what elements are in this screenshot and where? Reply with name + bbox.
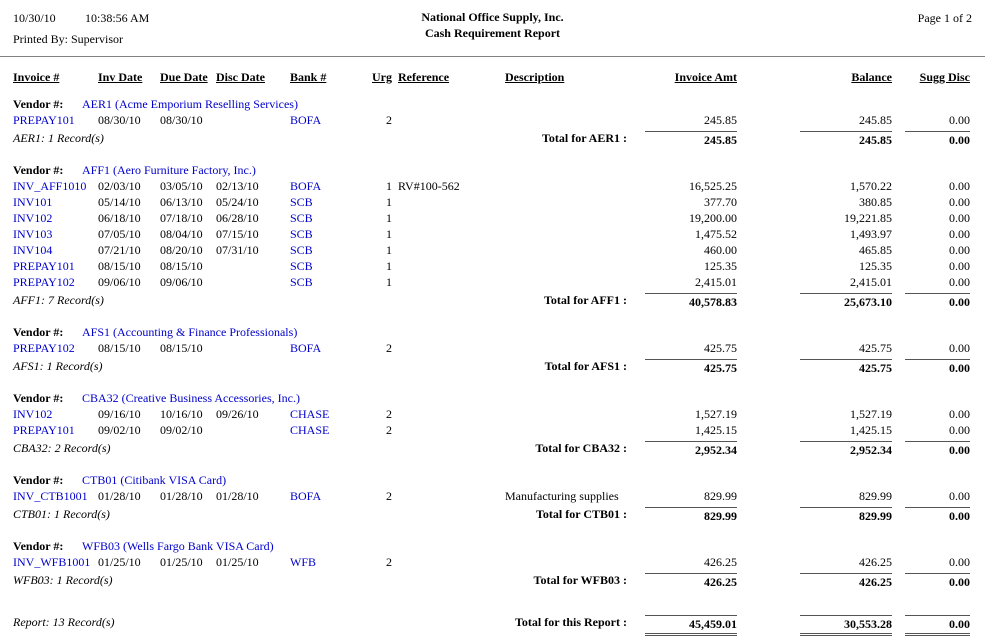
vendor-row: [0, 391, 985, 407]
report-title: Cash Requirement Report: [424, 26, 561, 40]
balance-amount: 19,221.85: [844, 211, 892, 225]
vendor-row: [0, 163, 985, 179]
record-count: AER1: 1 Record(s): [13, 131, 104, 145]
record-count: CTB01: 1 Record(s): [13, 507, 110, 521]
suggested-discount: 0.00: [949, 423, 970, 437]
bank-link[interactable]: SCB: [290, 195, 313, 209]
vendor-total-invoice-amount: 426.25: [645, 573, 737, 590]
balance-amount: 425.75: [859, 341, 892, 355]
inv-date: 09/06/10: [98, 275, 141, 289]
invoice-amount: 16,525.25: [689, 179, 737, 193]
col-header-due-date: Due Date: [160, 70, 208, 84]
bank-link[interactable]: CHASE: [290, 407, 330, 421]
disc-date: 09/26/10: [216, 407, 259, 421]
invoice-row: [0, 423, 985, 439]
col-header-sugg-disc: Sugg Disc: [919, 70, 970, 84]
invoice-amount: 1,425.15: [695, 423, 737, 437]
bank-link[interactable]: BOFA: [290, 113, 322, 127]
invoice-row: [0, 341, 985, 357]
reference-value: RV#100-562: [398, 179, 460, 193]
balance-amount: 1,425.15: [850, 423, 892, 437]
col-header-inv-date: Inv Date: [98, 70, 143, 84]
vendor-total-sugg-disc: 0.00: [905, 293, 970, 310]
vendor-total-invoice-amount: 245.85: [645, 131, 737, 148]
inv-date: 07/21/10: [98, 243, 141, 257]
urgency-value: 2: [386, 341, 392, 355]
vendor-name-link[interactable]: CTB01 (Citibank VISA Card): [82, 473, 227, 487]
invoice-amount: 125.35: [704, 259, 737, 273]
vendor-total-invoice-amount: 2,952.34: [645, 441, 737, 458]
urgency-value: 1: [386, 195, 392, 209]
report-total-sugg-disc: 0.00: [905, 615, 970, 636]
urgency-value: 2: [386, 423, 392, 437]
printed-by: Printed By: Supervisor: [13, 32, 123, 46]
suggested-discount: 0.00: [949, 555, 970, 569]
suggested-discount: 0.00: [949, 243, 970, 257]
urgency-value: 1: [386, 259, 392, 273]
report-record-count: Report: 13 Record(s): [13, 615, 115, 629]
vendor-section: [0, 539, 985, 593]
vendor-total-balance: 426.25: [800, 573, 892, 590]
invoice-link[interactable]: INV_WFB1001: [13, 555, 91, 569]
vendor-total-row: [0, 293, 985, 313]
vendor-total-label: Total for AER1 :: [541, 131, 627, 145]
invoice-row: [0, 407, 985, 423]
report-total-balance: 30,553.28: [800, 615, 892, 636]
vendor-total-sugg-disc: 0.00: [905, 359, 970, 376]
balance-amount: 829.99: [859, 489, 892, 503]
invoice-amount: 1,527.19: [695, 407, 737, 421]
invoice-link[interactable]: INV102: [13, 407, 53, 421]
vendor-number-label: Vendor #:: [13, 163, 64, 177]
vendor-total-invoice-amount: 40,578.83: [645, 293, 737, 310]
inv-date: 01/25/10: [98, 555, 141, 569]
inv-date: 08/15/10: [98, 341, 141, 355]
vendor-total-sugg-disc: 0.00: [905, 131, 970, 148]
inv-date: 07/05/10: [98, 227, 141, 241]
suggested-discount: 0.00: [949, 211, 970, 225]
col-header-urgency: Urg: [372, 70, 392, 84]
vendor-total-balance: 425.75: [800, 359, 892, 376]
invoice-row: [0, 555, 985, 571]
invoice-row: [0, 195, 985, 211]
inv-date: 08/30/10: [98, 113, 141, 127]
invoice-row: [0, 489, 985, 505]
vendor-total-row: [0, 441, 985, 461]
record-count: AFS1: 1 Record(s): [13, 359, 103, 373]
urgency-value: 1: [386, 275, 392, 289]
due-date: 09/06/10: [160, 275, 203, 289]
balance-amount: 1,493.97: [850, 227, 892, 241]
description-value: Manufacturing supplies: [505, 489, 619, 503]
inv-date: 08/15/10: [98, 259, 141, 273]
due-date: 01/28/10: [160, 489, 203, 503]
vendor-total-label: Total for WFB03 :: [533, 573, 627, 587]
inv-date: 09/02/10: [98, 423, 141, 437]
disc-date: 01/25/10: [216, 555, 259, 569]
invoice-link[interactable]: PREPAY101: [13, 259, 75, 273]
invoice-amount: 377.70: [704, 195, 737, 209]
vendor-total-balance: 2,952.34: [800, 441, 892, 458]
due-date: 08/15/10: [160, 259, 203, 273]
disc-date: 02/13/10: [216, 179, 259, 193]
company-name: National Office Supply, Inc.: [421, 10, 564, 24]
suggested-discount: 0.00: [949, 179, 970, 193]
vendor-row: [0, 97, 985, 113]
balance-amount: 465.85: [859, 243, 892, 257]
suggested-discount: 0.00: [949, 259, 970, 273]
invoice-link[interactable]: INV_CTB1001: [13, 489, 88, 503]
invoice-link[interactable]: INV102: [13, 211, 53, 225]
record-count: CBA32: 2 Record(s): [13, 441, 111, 455]
col-header-invoice: Invoice #: [13, 70, 60, 84]
invoice-link[interactable]: INV103: [13, 227, 53, 241]
bank-link[interactable]: BOFA: [290, 179, 322, 193]
invoice-link[interactable]: INV104: [13, 243, 53, 257]
vendor-total-row: [0, 507, 985, 527]
vendor-total-row: [0, 359, 985, 379]
report-total-invoice-amount: 45,459.01: [645, 615, 737, 636]
invoice-amount: 426.25: [704, 555, 737, 569]
due-date: 08/15/10: [160, 341, 203, 355]
invoice-amount: 1,475.52: [695, 227, 737, 241]
inv-date: 02/03/10: [98, 179, 141, 193]
bank-link[interactable]: SCB: [290, 275, 313, 289]
invoice-link[interactable]: PREPAY101: [13, 423, 75, 437]
urgency-value: 1: [386, 211, 392, 225]
vendor-total-row: [0, 131, 985, 151]
vendor-total-balance: 829.99: [800, 507, 892, 524]
vendor-name-link[interactable]: WFB03 (Wells Fargo Bank VISA Card): [82, 539, 274, 553]
col-header-balance: Balance: [851, 70, 892, 84]
suggested-discount: 0.00: [949, 195, 970, 209]
header-divider: [0, 56, 985, 57]
due-date: 09/02/10: [160, 423, 203, 437]
urgency-value: 1: [386, 227, 392, 241]
vendor-total-row: [0, 573, 985, 593]
balance-amount: 245.85: [859, 113, 892, 127]
urgency-value: 1: [386, 179, 392, 193]
invoice-amount: 19,200.00: [689, 211, 737, 225]
urgency-value: 2: [386, 113, 392, 127]
balance-amount: 380.85: [859, 195, 892, 209]
vendor-section: [0, 473, 985, 527]
disc-date: 07/15/10: [216, 227, 259, 241]
invoice-row: [0, 227, 985, 243]
print-date: 10/30/10: [13, 11, 56, 25]
bank-link[interactable]: BOFA: [290, 489, 322, 503]
vendor-total-sugg-disc: 0.00: [905, 441, 970, 458]
vendor-row: [0, 325, 985, 341]
balance-amount: 125.35: [859, 259, 892, 273]
invoice-amount: 245.85: [704, 113, 737, 127]
invoice-link[interactable]: INV_AFF1010: [13, 179, 87, 193]
vendor-section: [0, 325, 985, 379]
vendor-total-label: Total for CBA32 :: [535, 441, 627, 455]
inv-date: 09/16/10: [98, 407, 141, 421]
due-date: 08/30/10: [160, 113, 203, 127]
col-header-bank: Bank #: [290, 70, 327, 84]
invoice-amount: 460.00: [704, 243, 737, 257]
invoice-amount: 2,415.01: [695, 275, 737, 289]
bank-link[interactable]: SCB: [290, 227, 313, 241]
urgency-value: 2: [386, 407, 392, 421]
due-date: 08/20/10: [160, 243, 203, 257]
print-time: 10:38:56 AM: [85, 11, 150, 25]
bank-link[interactable]: WFB: [290, 555, 317, 569]
urgency-value: 1: [386, 243, 392, 257]
bank-link[interactable]: CHASE: [290, 423, 330, 437]
vendor-total-label: Total for CTB01 :: [535, 507, 627, 521]
invoice-row: [0, 243, 985, 259]
vendor-row: [0, 473, 985, 489]
vendor-number-label: Vendor #:: [13, 473, 64, 487]
report-total-row: [0, 615, 985, 635]
vendor-section: [0, 163, 985, 313]
invoice-row: [0, 275, 985, 291]
due-date: 08/04/10: [160, 227, 203, 241]
col-header-disc-date: Disc Date: [216, 70, 265, 84]
invoice-link[interactable]: PREPAY102: [13, 275, 75, 289]
col-header-reference: Reference: [398, 70, 450, 84]
vendor-sections: [0, 97, 985, 593]
record-count: WFB03: 1 Record(s): [13, 573, 113, 587]
vendor-number-label: Vendor #:: [13, 325, 64, 339]
column-headers: [0, 70, 985, 92]
vendor-name-link[interactable]: AFF1 (Aero Furniture Factory, Inc.): [82, 163, 256, 177]
vendor-total-label: Total for AFS1 :: [544, 359, 627, 373]
col-header-invoice-amt: Invoice Amt: [674, 70, 737, 84]
disc-date: 06/28/10: [216, 211, 259, 225]
due-date: 06/13/10: [160, 195, 203, 209]
disc-date: 01/28/10: [216, 489, 259, 503]
due-date: 07/18/10: [160, 211, 203, 225]
invoice-link[interactable]: PREPAY102: [13, 341, 75, 355]
inv-date: 05/14/10: [98, 195, 141, 209]
suggested-discount: 0.00: [949, 275, 970, 289]
vendor-section: [0, 391, 985, 461]
due-date: 10/16/10: [160, 407, 203, 421]
bank-link[interactable]: SCB: [290, 211, 313, 225]
invoice-row: [0, 113, 985, 129]
urgency-value: 2: [386, 555, 392, 569]
disc-date: 05/24/10: [216, 195, 259, 209]
vendor-total-sugg-disc: 0.00: [905, 507, 970, 524]
inv-date: 01/28/10: [98, 489, 141, 503]
balance-amount: 1,527.19: [850, 407, 892, 421]
urgency-value: 2: [386, 489, 392, 503]
balance-amount: 2,415.01: [850, 275, 892, 289]
due-date: 01/25/10: [160, 555, 203, 569]
suggested-discount: 0.00: [949, 341, 970, 355]
bank-link[interactable]: SCB: [290, 259, 313, 273]
disc-date: 07/31/10: [216, 243, 259, 257]
vendor-total-balance: 245.85: [800, 131, 892, 148]
invoice-link[interactable]: PREPAY101: [13, 113, 75, 127]
vendor-row: [0, 539, 985, 555]
vendor-name-link[interactable]: CBA32 (Creative Business Accessories, Inc.): [82, 391, 300, 405]
invoice-row: [0, 211, 985, 227]
suggested-discount: 0.00: [949, 227, 970, 241]
inv-date: 06/18/10: [98, 211, 141, 225]
suggested-discount: 0.00: [949, 113, 970, 127]
bank-link[interactable]: SCB: [290, 243, 313, 257]
vendor-name-link[interactable]: AER1 (Acme Emporium Reselling Services): [82, 97, 298, 111]
invoice-amount: 829.99: [704, 489, 737, 503]
report-total-label: Total for this Report :: [515, 615, 627, 629]
vendor-total-invoice-amount: 829.99: [645, 507, 737, 524]
vendor-name-link[interactable]: AFS1 (Accounting & Finance Professionals): [82, 325, 298, 339]
invoice-row: [0, 259, 985, 275]
invoice-row: [0, 179, 985, 195]
vendor-total-invoice-amount: 425.75: [645, 359, 737, 376]
suggested-discount: 0.00: [949, 489, 970, 503]
vendor-total-balance: 25,673.10: [800, 293, 892, 310]
vendor-number-label: Vendor #:: [13, 539, 64, 553]
col-header-description: Description: [505, 70, 565, 84]
balance-amount: 1,570.22: [850, 179, 892, 193]
record-count: AFF1: 7 Record(s): [13, 293, 104, 307]
vendor-section: [0, 97, 985, 151]
page-number: Page 1 of 2: [917, 11, 972, 25]
balance-amount: 426.25: [859, 555, 892, 569]
vendor-number-label: Vendor #:: [13, 97, 64, 111]
bank-link[interactable]: BOFA: [290, 341, 322, 355]
invoice-amount: 425.75: [704, 341, 737, 355]
due-date: 03/05/10: [160, 179, 203, 193]
suggested-discount: 0.00: [949, 407, 970, 421]
invoice-link[interactable]: INV101: [13, 195, 53, 209]
vendor-total-label: Total for AFF1 :: [544, 293, 627, 307]
vendor-total-sugg-disc: 0.00: [905, 573, 970, 590]
vendor-number-label: Vendor #:: [13, 391, 64, 405]
report-header: [0, 0, 985, 56]
